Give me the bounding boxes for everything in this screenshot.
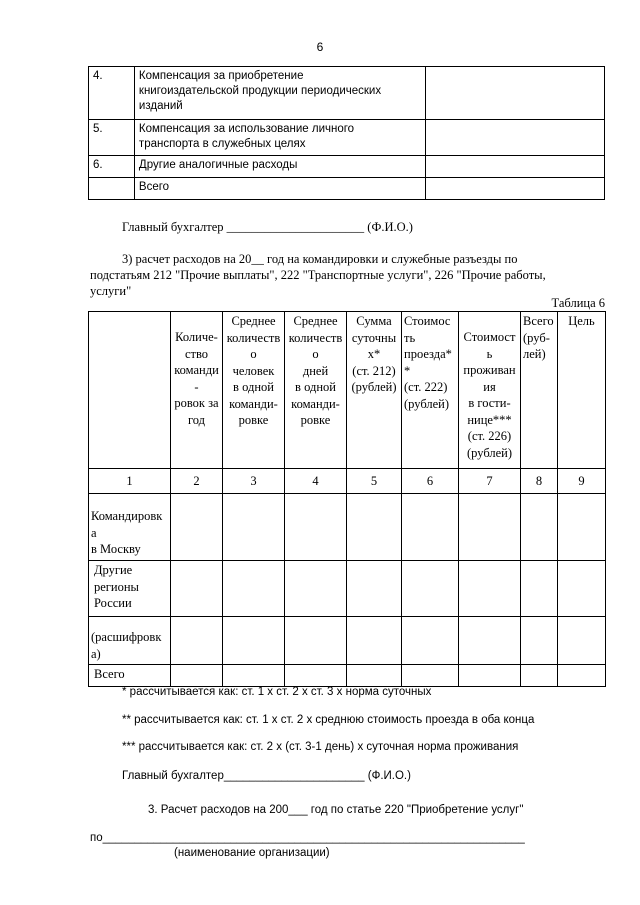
table-row [89,561,606,617]
column-number: 1 [89,469,171,494]
row-value [426,178,605,200]
header-cell: Всего (руб- лей) [521,312,558,469]
section-3-title: 3. Расчет расходов на 200___ год по статье 220 "Приобретение услуг" [148,804,524,816]
header-cell: Цель [558,312,606,469]
column-number-row [89,469,606,494]
header-cell: Среднее количеств о дней в одной команди- ровке [285,312,347,469]
column-number: 9 [558,469,606,494]
table-row [89,67,605,120]
organization-line: по__________________________________________________________________ [90,832,525,844]
table-row [89,494,606,561]
footnote-2: ** рассчитывается как: ст. 1 х ст. 2 х среднюю стоимость проезда в оба конца [122,714,535,726]
header-cell: Стоимост ь проживан ия в гости- нице*** (ст. 226) (рублей) [459,312,521,469]
table-row-total [89,665,606,687]
row-number: 4. [89,67,135,120]
row-number [89,178,135,200]
column-number: 4 [285,469,347,494]
header-cell: Количе- ство команди - ровок за год [171,312,223,469]
column-number: 6 [402,469,459,494]
row-value [426,67,605,120]
organization-caption: (наименование организации) [174,847,330,859]
table-header-row [89,312,606,469]
table-row [89,617,606,665]
row-text: Компенсация за приобретение книгоиздательской продукции периодических изданий [134,67,426,120]
row-number: 6. [89,156,135,178]
row-text: Компенсация за использование личного транспорта в служебных целях [134,120,426,156]
row-number: 5. [89,120,135,156]
table-row [89,156,605,178]
expenses-table [88,66,605,200]
column-number: 2 [171,469,223,494]
paragraph-3-line-1: 3) расчет расходов на 20__ год на командировки и служебные разъезды по [122,252,518,266]
row-text: Другие аналогичные расходы [134,156,426,178]
footnote-3: *** рассчитывается как: ст. 2 х (ст. 3-1 день) х суточная норма проживания [122,741,519,753]
row-label: Командировк а в Москву [89,494,171,561]
column-number: 7 [459,469,521,494]
page-number: 6 [316,40,324,54]
row-label: (расшифровк а) [89,617,171,665]
header-cell: Сумма суточны х* (ст. 212) (рублей) [347,312,402,469]
row-label: Всего [89,665,171,687]
column-number: 5 [347,469,402,494]
row-value [426,120,605,156]
row-value [426,156,605,178]
paragraph-3-line-2: подстатьям 212 "Прочие выплаты", 222 "Транспортные услуги", 226 "Прочие работы, [90,268,546,282]
table-row-total [89,178,605,200]
table-caption: Таблица 6 [551,296,605,310]
signature-chief-accountant: Главный бухгалтер ______________________ (Ф.И.О.) [122,220,413,234]
signature-chief-accountant-2: Главный бухгалтер______________________ (Ф.И.О.) [122,770,411,782]
table-row [89,120,605,156]
column-number: 3 [223,469,285,494]
row-text: Всего [134,178,426,200]
business-trips-table [88,311,606,687]
column-number: 8 [521,469,558,494]
header-cell: Среднее количеств о человек в одной команди- ровке [223,312,285,469]
paragraph-3-line-3: услуги" [90,284,132,298]
header-cell: Стоимос ть проезда* * (ст. 222) (рублей) [402,312,459,469]
header-cell [89,312,171,469]
row-label: Другие регионы России [89,561,171,617]
footnote-1: * рассчитывается как: ст. 1 х ст. 2 х ст. 3 х норма суточных [122,686,432,698]
